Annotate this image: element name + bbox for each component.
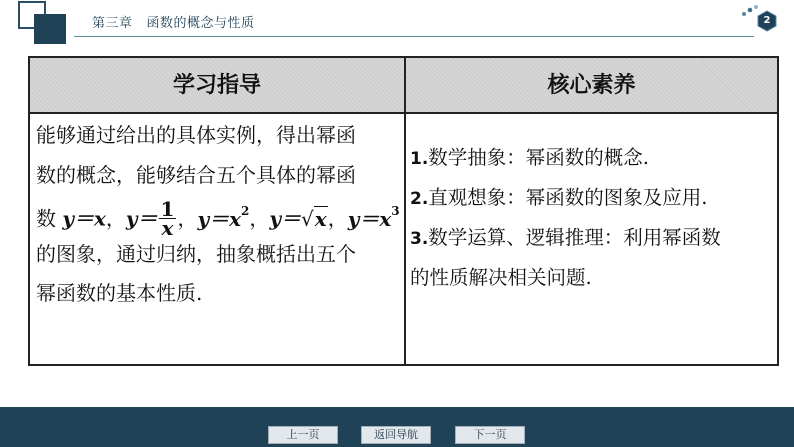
chapter-topic: 函数的概念与性质 xyxy=(146,16,255,31)
formula-y-eq-1-over-x: y＝ xyxy=(125,206,158,231)
header-divider xyxy=(74,36,754,37)
guide-line-4: 的图象，通过归纳，抽象概括出五个 xyxy=(36,241,356,266)
guide-line-1: 能够通过给出的具体实例，得出幂函 xyxy=(36,123,356,147)
literacy-item-3: 3.数学运算、逻辑推理：利用幂函数 xyxy=(410,226,721,249)
guide-line-2: 数的概念，能够结合五个具体的幂函 xyxy=(36,162,356,187)
page-number: 2 xyxy=(763,15,771,26)
header-logo-block xyxy=(34,14,66,44)
prev-page-button[interactable]: 上一页 xyxy=(268,426,338,444)
fraction-1-over-x: $\frac{1}{x}$ xyxy=(160,196,175,240)
formula-y-eq-x-squared: $y=x^2$ xyxy=(197,204,250,231)
formula-y-eq-x-cubed: $y=x^3$ xyxy=(347,204,400,231)
guide-line-5: 幂函数的基本性质. xyxy=(36,281,203,305)
header-study-guide: 学习指导 xyxy=(172,72,261,98)
literacy-item-1: 1.数学抽象：幂函数的概念. xyxy=(410,146,649,169)
literacy-item-3-cont: 的性质解决相关问题. xyxy=(410,266,592,289)
chapter-label: 第三章 xyxy=(92,16,133,31)
study-guide-cell xyxy=(36,116,400,314)
guide-formula-line: 数 y＝x，y＝ $\frac{1}{x}$ ，$y=x^2$，y＝√x，$y=x^3$ xyxy=(36,196,400,240)
back-to-nav-button[interactable]: 返回导航 xyxy=(361,426,431,444)
radical-sqrt-x: √x xyxy=(301,206,327,231)
header-core-literacy: 核心素养 xyxy=(547,72,636,98)
column-divider xyxy=(404,58,406,364)
formula-y-eq-x: y＝x xyxy=(62,206,106,231)
chapter-title xyxy=(92,12,255,31)
next-page-button[interactable]: 下一页 xyxy=(455,426,525,444)
literacy-item-2: 2.直观想象：幂函数的图象及应用. xyxy=(410,186,708,209)
core-literacy-cell xyxy=(410,138,776,298)
guidance-table xyxy=(28,56,779,366)
formula-y-eq-sqrt-x: y＝ xyxy=(269,206,302,231)
